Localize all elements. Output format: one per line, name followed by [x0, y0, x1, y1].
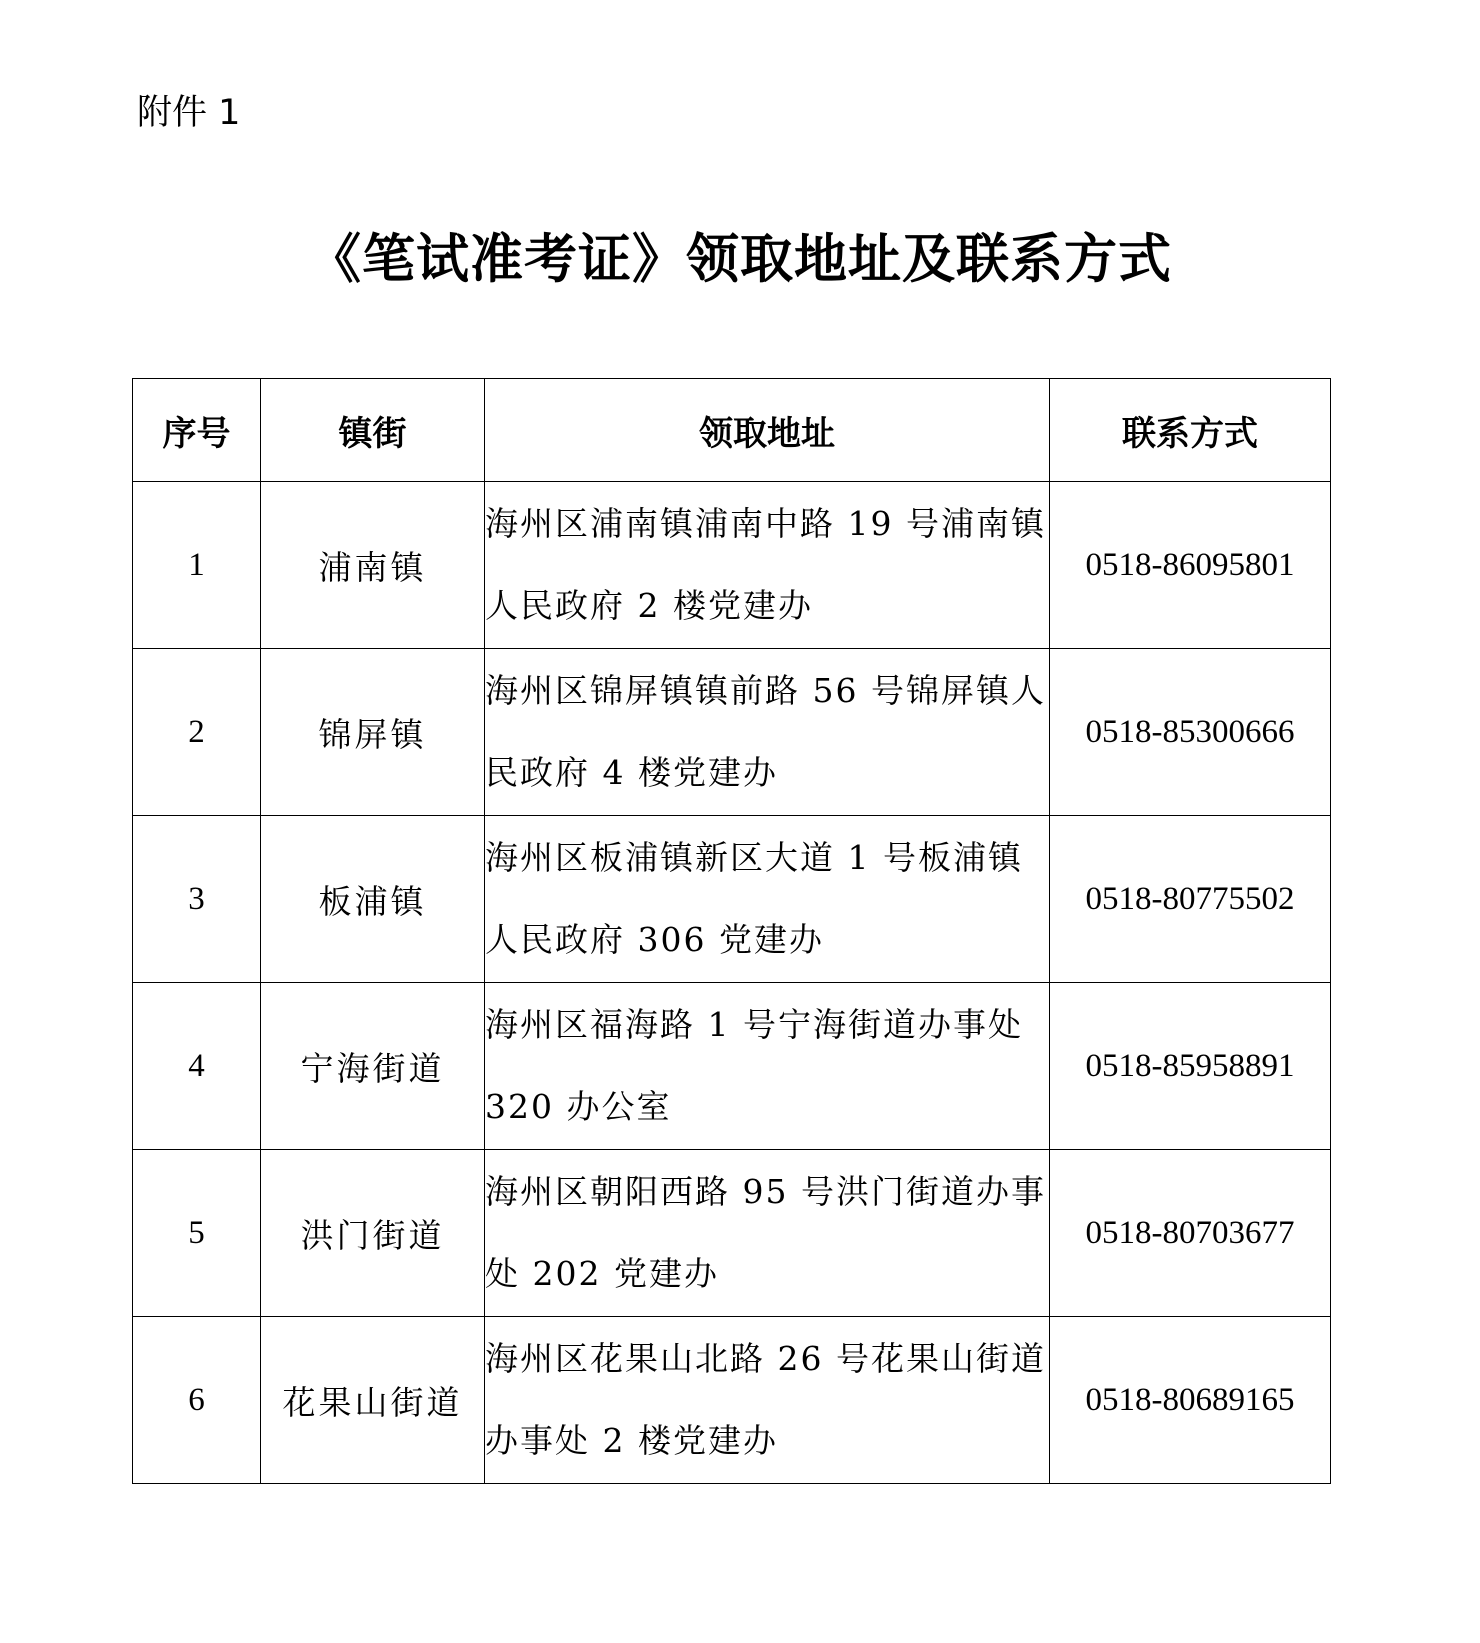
row-town: 浦南镇 [261, 482, 485, 649]
row-number: 1 [133, 482, 261, 649]
document-title: 《笔试准考证》领取地址及联系方式 [308, 229, 1172, 290]
row-town: 锦屏镇 [261, 649, 485, 816]
table-row [133, 983, 1331, 1150]
table-row [133, 816, 1331, 983]
table-row [133, 1150, 1331, 1317]
row-town: 板浦镇 [261, 816, 485, 983]
row-town: 宁海街道 [261, 983, 485, 1150]
row-address: 海州区浦南镇浦南中路 19 号浦南镇人民政府 2 楼党建办 [485, 482, 1050, 649]
row-address: 海州区板浦镇新区大道 1 号板浦镇人民政府 306 党建办 [485, 816, 1050, 983]
row-number: 4 [133, 983, 261, 1150]
table-row [133, 649, 1331, 816]
row-address: 海州区朝阳西路 95 号洪门街道办事处 202 党建办 [485, 1150, 1050, 1317]
header-town: 镇街 [261, 379, 485, 482]
row-address: 海州区福海路 1 号宁海街道办事处 320 办公室 [485, 983, 1050, 1150]
row-number: 5 [133, 1150, 261, 1317]
row-phone: 0518-80689165 [1050, 1317, 1331, 1484]
row-number: 3 [133, 816, 261, 983]
header-address: 领取地址 [485, 379, 1050, 482]
row-address: 海州区花果山北路 26 号花果山街道办事处 2 楼党建办 [485, 1317, 1050, 1484]
row-number: 2 [133, 649, 261, 816]
row-phone: 0518-86095801 [1050, 482, 1331, 649]
row-phone: 0518-85958891 [1050, 983, 1331, 1150]
table-header-row [133, 379, 1331, 482]
header-no: 序号 [133, 379, 261, 482]
row-town: 洪门街道 [261, 1150, 485, 1317]
row-address: 海州区锦屏镇镇前路 56 号锦屏镇人民政府 4 楼党建办 [485, 649, 1050, 816]
row-town: 花果山街道 [261, 1317, 485, 1484]
table-row [133, 482, 1331, 649]
row-phone: 0518-80703677 [1050, 1150, 1331, 1317]
attachment-label: 附件 1 [137, 93, 241, 133]
row-phone: 0518-80775502 [1050, 816, 1331, 983]
table-row [133, 1317, 1331, 1484]
row-phone: 0518-85300666 [1050, 649, 1331, 816]
row-number: 6 [133, 1317, 261, 1484]
contact-table [132, 378, 1331, 1484]
header-contact: 联系方式 [1050, 379, 1331, 482]
